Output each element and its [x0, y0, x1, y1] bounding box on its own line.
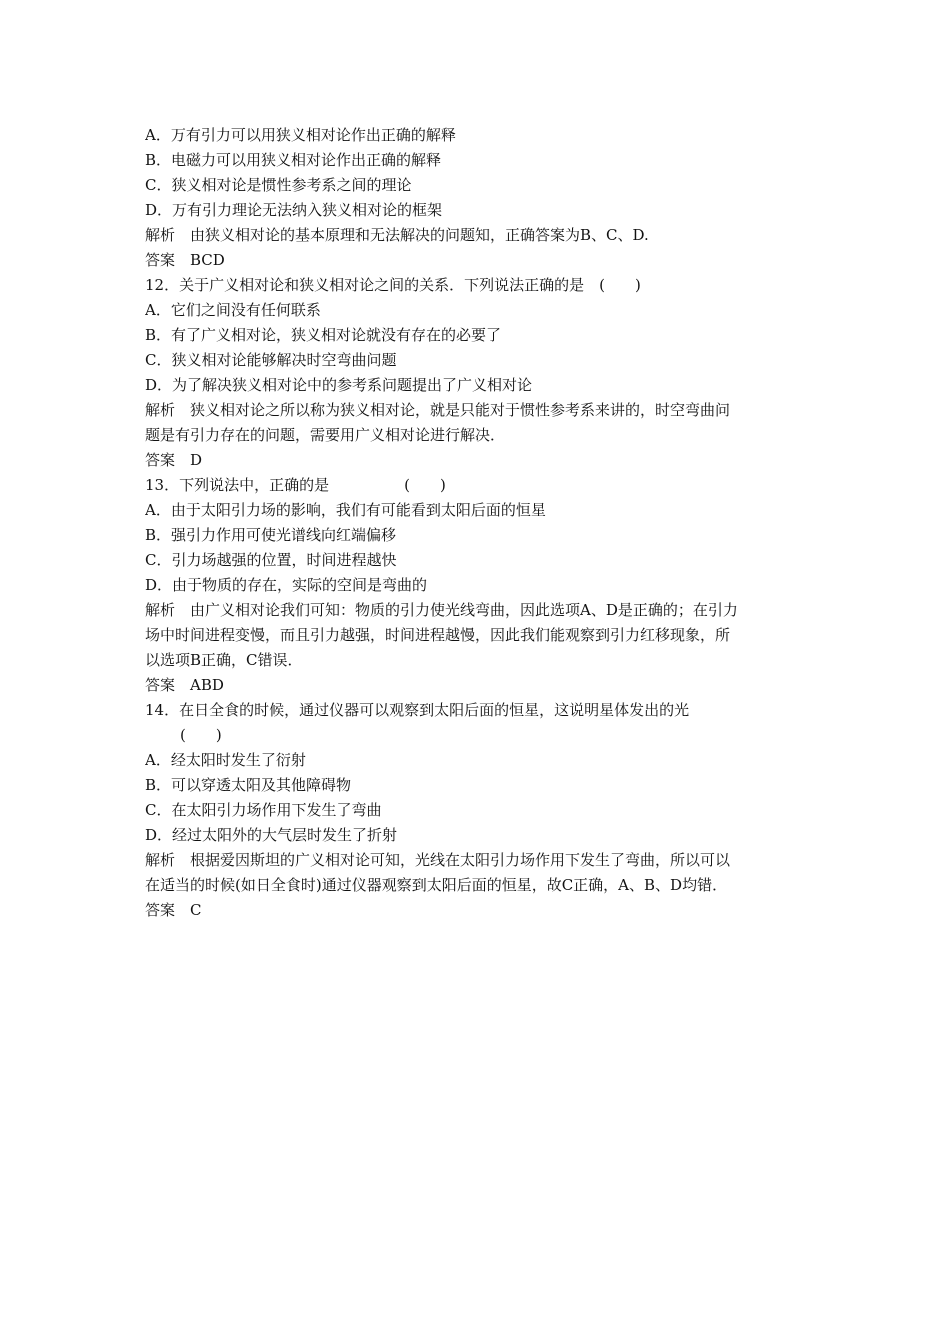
option-c: C．狭义相对论是惯性参考系之间的理论: [145, 176, 412, 194]
question-bracket: ( ): [180, 726, 222, 744]
analysis-line: 题是有引力存在的问题，需要用广义相对论进行解决．: [145, 426, 506, 444]
question-13: [145, 473, 815, 698]
document-page: [145, 123, 815, 923]
answer-line: 答案 ABD: [145, 676, 224, 694]
option-a: A．经太阳时发生了衍射: [145, 751, 306, 769]
analysis-line: 解析 由广义相对论我们可知：物质的引力使光线弯曲，因此选项A、D是正确的；在引力: [145, 601, 738, 619]
analysis-line: 解析 根据爱因斯坦的广义相对论可知，光线在太阳引力场作用下发生了弯曲，所以可以: [145, 851, 731, 869]
question-stem: 14．在日全食的时候，通过仪器可以观察到太阳后面的恒星，这说明星体发出的光: [145, 701, 690, 719]
option-b: B．可以穿透太阳及其他障碍物: [145, 776, 352, 794]
question-11-tail: [145, 123, 815, 273]
analysis-line: 以选项B正确，C错误．: [145, 651, 303, 669]
answer-line: 答案 C: [145, 901, 202, 919]
analysis-line: 场中时间进程变慢，而且引力越强，时间进程越慢，因此我们能观察到引力红移现象，所: [145, 626, 731, 644]
question-12: [145, 273, 815, 473]
option-c: C．在太阳引力场作用下发生了弯曲: [145, 801, 382, 819]
option-d: D．万有引力理论无法纳入狭义相对论的框架: [145, 201, 443, 219]
option-b: B．电磁力可以用狭义相对论作出正确的解释: [145, 151, 442, 169]
option-b: B．有了广义相对论，狭义相对论就没有存在的必要了: [145, 326, 502, 344]
answer-line: 答案 BCD: [145, 251, 225, 269]
option-c: C．狭义相对论能够解决时空弯曲问题: [145, 351, 397, 369]
analysis-line: 解析 由狭义相对论的基本原理和无法解决的问题知，正确答案为B、C、D.: [145, 226, 649, 244]
analysis-line: 解析 狭义相对论之所以称为狭义相对论，就是只能对于惯性参考系来讲的，时空弯曲问: [145, 401, 731, 419]
option-c: C．引力场越强的位置，时间进程越快: [145, 551, 397, 569]
option-a: A．由于太阳引力场的影响，我们有可能看到太阳后面的恒星: [145, 501, 546, 519]
option-d: D．经过太阳外的大气层时发生了折射: [145, 826, 398, 844]
analysis-line: 在适当的时候(如日全食时)通过仪器观察到太阳后面的恒星，故C正确，A、B、D均错．: [145, 876, 728, 894]
option-b: B．强引力作用可使光谱线向红端偏移: [145, 526, 397, 544]
option-a: A．万有引力可以用狭义相对论作出正确的解释: [145, 126, 456, 144]
question-stem: 13．下列说法中，正确的是 ( ): [145, 476, 446, 494]
option-a: A．它们之间没有任何联系: [145, 301, 321, 319]
option-d: D．为了解决狭义相对论中的参考系问题提出了广义相对论: [145, 376, 533, 394]
question-stem: 12．关于广义相对论和狭义相对论之间的关系．下列说法正确的是 ( ): [145, 276, 641, 294]
option-d: D．由于物质的存在，实际的空间是弯曲的: [145, 576, 428, 594]
question-14: [145, 698, 815, 923]
answer-line: 答案 D: [145, 451, 203, 469]
